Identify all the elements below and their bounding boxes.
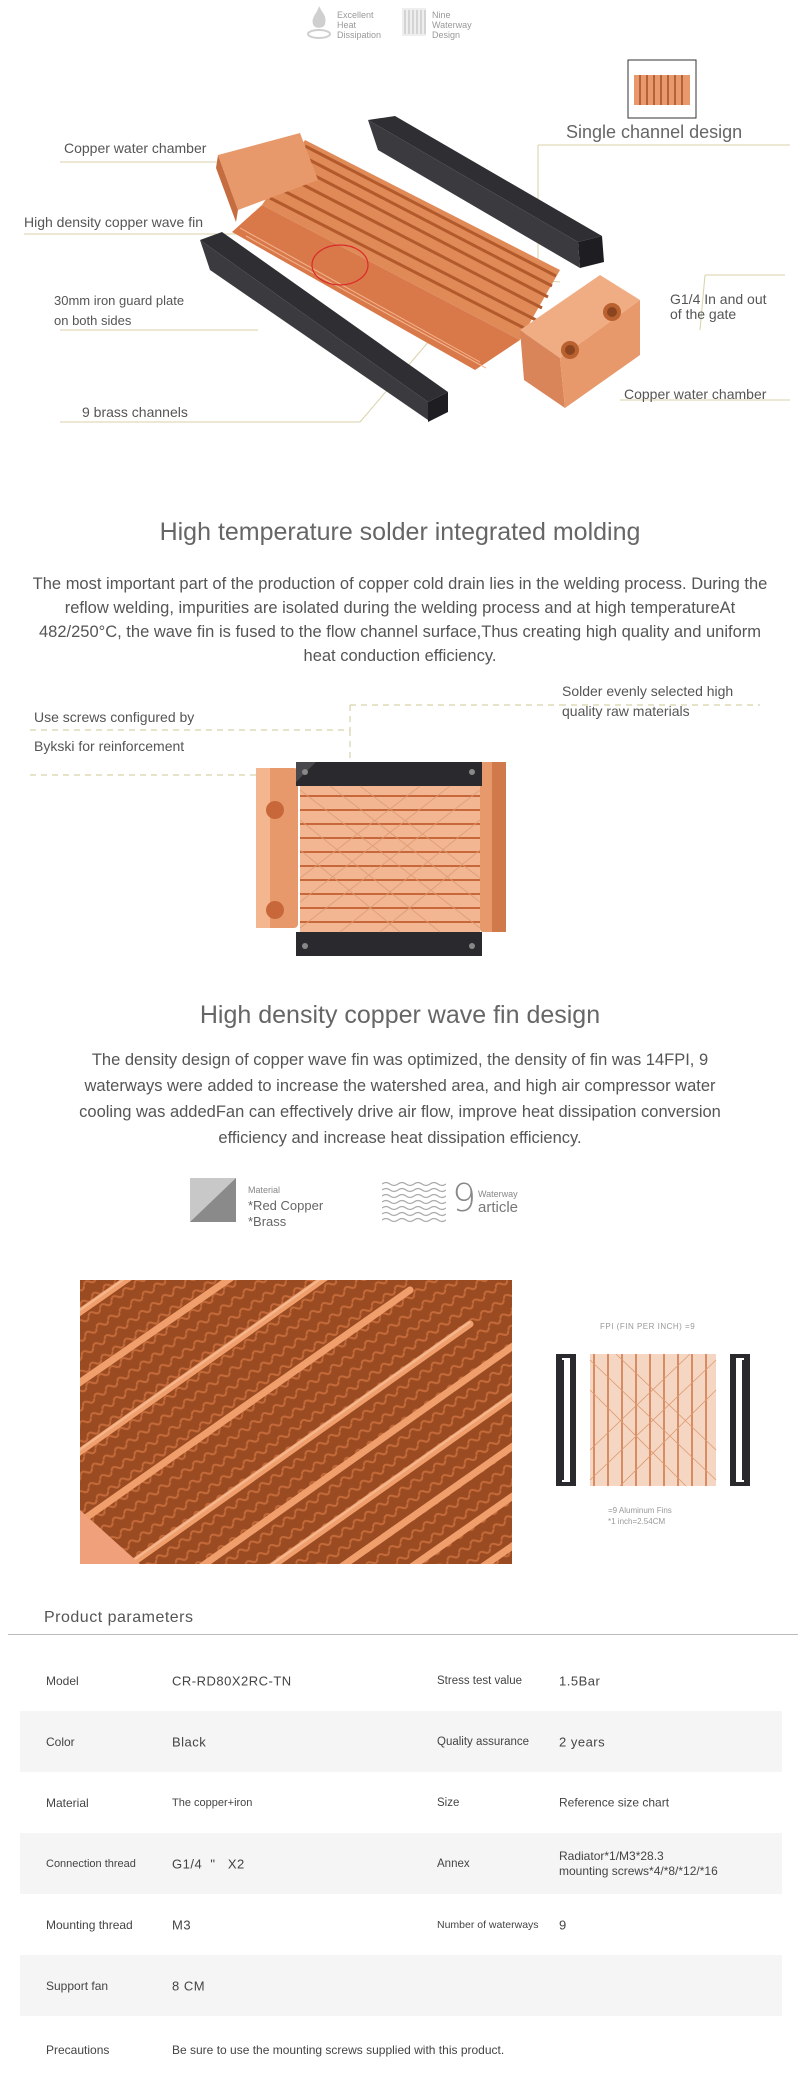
product-parameters-title: Product parameters — [44, 1609, 194, 1626]
param-value: Reference size chart — [559, 1795, 670, 1809]
fpi-schematic — [556, 1350, 750, 1490]
param-key: Quality assurance — [437, 1735, 530, 1748]
callout-guard-plate-line1: 30mm iron guard plate — [54, 293, 185, 308]
tag-screws-line1: Use screws configured by — [34, 709, 195, 725]
param-row-support-fan — [20, 1955, 782, 2016]
param-value: G1/4 " X2 — [172, 1856, 245, 1871]
heat-dissipation-badge — [305, 4, 397, 40]
fpi-note-fins: =9 Aluminum Fins — [608, 1506, 672, 1515]
param-row-connection-thread — [20, 1833, 782, 1894]
param-key: Support fan — [46, 1978, 109, 1993]
param-value: 2 years — [559, 1734, 606, 1749]
material-label: Material — [248, 1185, 281, 1195]
param-key: Material — [46, 1795, 89, 1810]
waterway-count: 9 — [452, 1176, 477, 1220]
callout-high-density-fin: High density copper wave fin — [24, 214, 203, 230]
param-key: Annex — [437, 1857, 470, 1870]
param-row-color — [20, 1711, 782, 1772]
param-key: Size — [437, 1796, 460, 1809]
product-parameters-table — [20, 1650, 782, 2084]
param-key: Number of waterways — [437, 1918, 539, 1931]
feature-badges — [305, 4, 535, 44]
tag-solder-line1: Solder evenly selected high — [562, 683, 734, 699]
radiator-exploded-diagram — [0, 40, 800, 440]
param-value: Be sure to use the mounting screws supplied with this product. — [172, 2043, 505, 2057]
fin-closeup-photo — [80, 1280, 512, 1564]
material-brass: *Brass — [248, 1214, 287, 1229]
param-value: Radiator*1/M3*28.3 mounting screws*4/*8/*12/*16 — [559, 1848, 718, 1878]
param-value: 1.5Bar — [559, 1673, 601, 1688]
waterway-label: Waterway — [478, 1189, 518, 1199]
wave-fin-swatch-icon — [382, 1180, 446, 1224]
callout-copper-chamber-right: Copper water chamber — [624, 386, 767, 402]
solder-section-paragraph: The most important part of the production of copper cold drain lies in the welding process. During the reflow welding, impurities are isolated during the welding process and at high temperatureAt 482/250°C, the wave fin is fused to the flow channel surface,Thus creating high quality and uniform heat conduction efficiency. — [32, 575, 768, 665]
material-swatch-icon — [190, 1178, 238, 1224]
param-value: CR-RD80X2RC-TN — [172, 1673, 292, 1688]
callout-g14-line2: of the gate — [670, 306, 737, 322]
params-divider — [8, 1634, 798, 1635]
fpi-label: FPI (FIN PER INCH) =9 — [600, 1322, 696, 1331]
param-key: Mounting thread — [46, 1917, 133, 1932]
param-key: Model — [46, 1673, 79, 1688]
callout-g14-line1: G1/4 In and out — [670, 291, 767, 307]
param-row-model — [20, 1650, 782, 1711]
param-value: 8 CM — [172, 1978, 206, 1993]
waterway-badge — [400, 4, 492, 40]
param-row-mounting-thread — [20, 1894, 782, 1955]
callout-copper-chamber-left: Copper water chamber — [64, 140, 207, 156]
fin-section-title: High density copper wave fin design — [199, 1001, 601, 1029]
tag-screws-line2: Bykski for reinforcement — [34, 738, 185, 754]
param-value: Black — [172, 1734, 207, 1749]
waterway-lines-icon — [400, 4, 428, 40]
callout-single-channel: Single channel design — [566, 122, 743, 142]
heat-dissipation-text: Excellent Heat Dissipation — [337, 10, 382, 40]
param-row-precautions — [20, 2016, 782, 2084]
fpi-note-inch: *1 inch=2.54CM — [608, 1517, 666, 1526]
solder-section-title: High temperature solder integrated molding — [159, 518, 641, 546]
fin-section-paragraph: The density design of copper wave fin was optimized, the density of fin was 14FPI, 9 waterways were added to increase the watershed area, and high air compressor water cooling was addedFan can effectively drive air flow, improve heat dissipation conversion efficiency and increase heat dissipation efficiency. — [79, 1051, 721, 1147]
param-row-material — [20, 1772, 782, 1833]
waterway-article: article — [478, 1199, 519, 1216]
param-value: 9 — [559, 1917, 567, 1932]
material-red-copper: *Red Copper — [248, 1198, 324, 1213]
param-key: Stress test value — [437, 1674, 523, 1687]
param-key: Connection thread — [46, 1857, 136, 1870]
param-value: The copper+iron — [172, 1796, 253, 1809]
param-key: Color — [46, 1734, 75, 1749]
callout-guard-plate-line2: on both sides — [54, 313, 132, 328]
callout-brass-channels: 9 brass channels — [82, 404, 188, 420]
param-key: Precautions — [46, 2043, 110, 2057]
waterway-text: Nine Waterway Design — [432, 10, 472, 40]
tag-solder-line2: quality raw materials — [562, 703, 690, 719]
flame-icon — [305, 4, 333, 40]
exploded-view-illustration — [0, 40, 800, 440]
param-value: M3 — [172, 1917, 192, 1932]
